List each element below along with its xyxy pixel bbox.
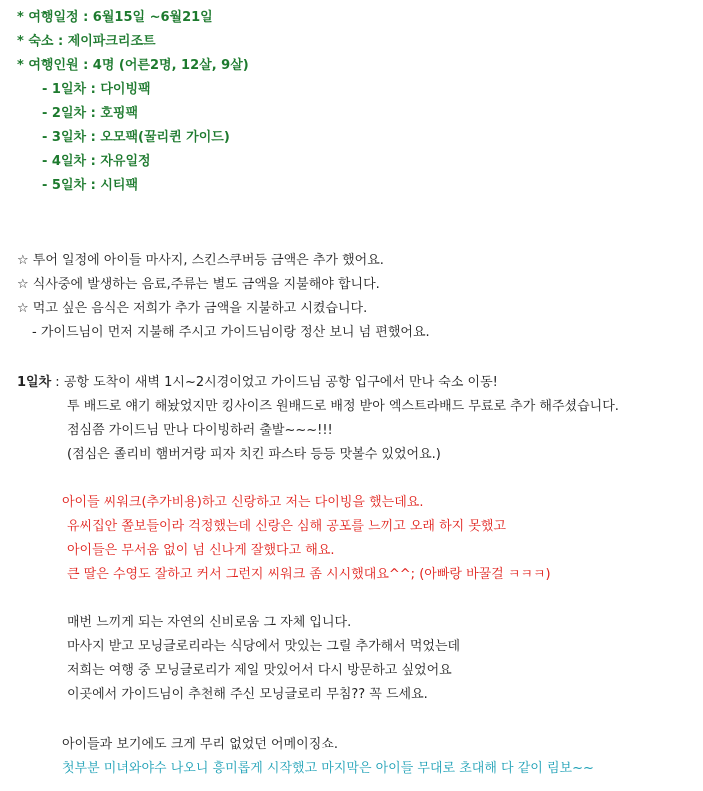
trip-day5: - 5일차 : 시티팩 xyxy=(42,178,139,193)
diving-line-1: 아이들 씨워크(추가비용)하고 신랑하고 저는 다이빙을 했는데요. xyxy=(62,495,424,510)
massage-line-1: 매번 느끼게 되는 자연의 신비로움 그 자체 입니다. xyxy=(67,615,352,630)
day1-line-4: (점심은 졸리비 햄버거랑 피자 치킨 파스타 등등 맛볼수 있었어요.) xyxy=(67,447,441,462)
trip-people: * 여행인원 : 4명 (어른2명, 12살, 9살) xyxy=(17,58,249,73)
note-1: ☆ 투어 일정에 아이들 마사지, 스킨스쿠버등 금액은 추가 했어요. xyxy=(17,253,384,268)
show-line-2: 첫부분 미녀와야수 나오니 흥미롭게 시작했고 마지막은 아이들 무대로 초대해 다 같이 림보~~ xyxy=(62,761,594,776)
diving-line-2: 유씨집안 쫄보들이라 걱정했는데 신랑은 심해 공포를 느끼고 오래 하지 못했고 xyxy=(67,519,507,534)
trip-day3: - 3일차 : 오모팩(꿀리퀸 가이드) xyxy=(42,130,230,145)
massage-line-3: 저희는 여행 중 모닝글로리가 제일 맛있어서 다시 방문하고 싶었어요 xyxy=(67,663,452,678)
note-4: - 가이드님이 먼저 지불해 주시고 가이드님이랑 정산 보니 넘 편했어요. xyxy=(32,325,430,340)
diving-line-4: 큰 딸은 수영도 잘하고 커서 그런지 씨워크 좀 시시했대요^^; (아빠랑 바꿀걸 ㅋㅋㅋ) xyxy=(67,567,551,582)
day1-line-3: 점심쯤 가이드님 만나 다이빙하러 출발~~~!!! xyxy=(67,423,333,438)
note-2: ☆ 식사중에 발생하는 음료,주류는 별도 금액을 지불해야 합니다. xyxy=(17,277,380,292)
day1-label: 1일차 xyxy=(17,375,52,390)
trip-hotel: * 숙소 : 제이파크리조트 xyxy=(17,34,156,49)
massage-line-2: 마사지 받고 모닝글로리라는 식당에서 맛있는 그릴 추가해서 먹었는데 xyxy=(67,639,461,654)
trip-day2: - 2일차 : 호핑팩 xyxy=(42,106,139,121)
note-3: ☆ 먹고 싶은 음식은 저희가 추가 금액을 지불하고 시켰습니다. xyxy=(17,301,368,316)
day1-line-2: 투 배드로 얘기 해놨었지만 킹사이즈 원배드로 배정 받아 엑스트라배드 무료로 추가 해주셨습니다. xyxy=(67,399,619,414)
diving-line-3: 아이들은 무서움 없이 넘 신나게 잘했다고 해요. xyxy=(67,543,335,558)
trip-day4: - 4일차 : 자유일정 xyxy=(42,154,151,169)
day1-text: : 공항 도착이 새벽 1시~2시경이었고 가이드님 공항 입구에서 만나 숙소 이동! xyxy=(51,375,498,390)
trip-schedule: * 여행일정 : 6월15일 ~6월21일 xyxy=(17,10,213,25)
day1-intro xyxy=(17,374,498,392)
massage-line-4: 이곳에서 가이드님이 추천해 주신 모닝글로리 무침?? 꼭 드세요. xyxy=(67,687,428,702)
show-line-1: 아이들과 보기에도 크게 무리 없었던 어메이징쇼. xyxy=(62,737,338,752)
trip-day1: - 1일차 : 다이빙팩 xyxy=(42,82,151,97)
